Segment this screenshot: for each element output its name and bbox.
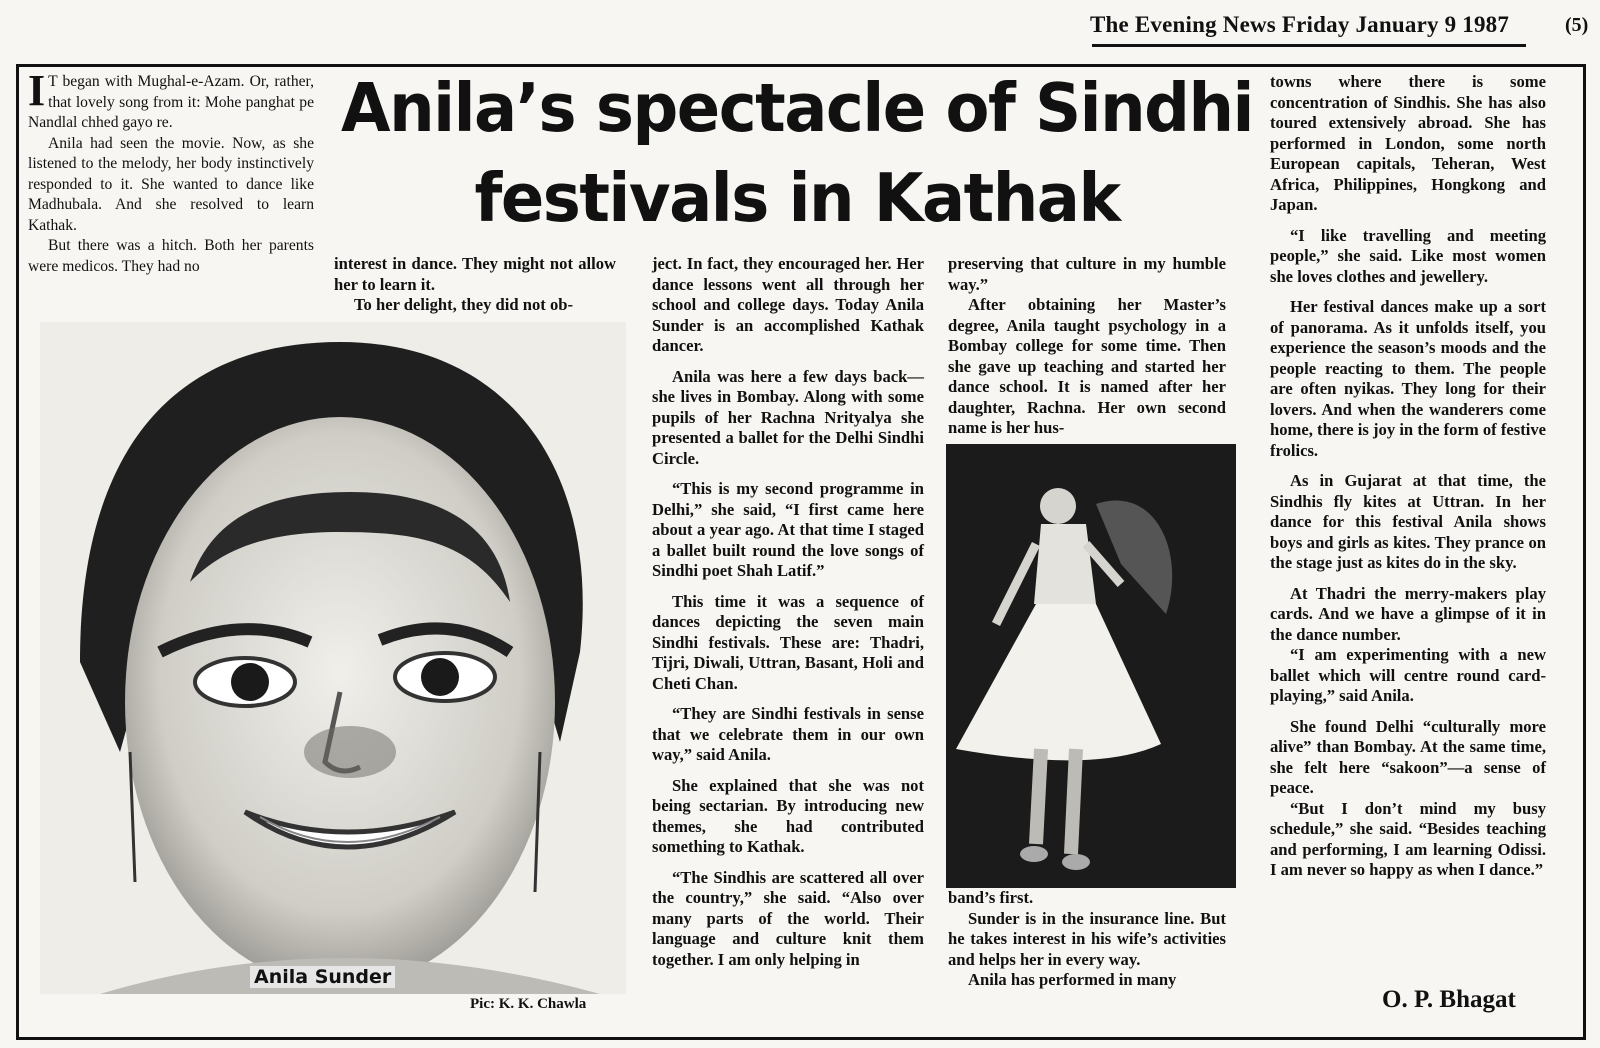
paragraph: “I am experimenting with a new ballet which will centre round card-playing,” said Anila. — [1270, 645, 1546, 705]
paragraph: As in Gujarat at that time, the Sindhis fly kites at Uttran. In her dance for this festival Anila shows boys and girls as kites. They prance on the stage just as kites do in the sky. — [1270, 471, 1546, 572]
paragraph: Anila has performed in many — [968, 970, 1177, 989]
column-1 — [28, 66, 314, 277]
page-number: (5) — [1565, 14, 1589, 36]
paragraph: Sunder is in the insurance line. But he takes interest in his wife’s activities and helps her in every way. — [948, 908, 1226, 969]
paragraph: Anila was here a few days back—she lives in Bombay. Along with some pupils of her Rachna Nrityalya she presented a ballet for the Delhi Sindhi Circle. — [652, 366, 924, 468]
paragraph: T began with Mughal-e-Azam. Or, rather, that lovely song from it: Mohe panghat pe Nandlal chhed gayo re. — [28, 73, 314, 131]
headline-line-1: Anila’s spectacle of Sindhi — [341, 70, 1253, 148]
column-4 — [948, 254, 1226, 439]
paragraph: preserving that culture in my humble way.” — [948, 254, 1226, 294]
paragraph: “I like travelling and meeting people,” she said. Like most women she loves clothes and jewellery. — [1270, 225, 1546, 286]
headline — [322, 64, 1272, 245]
paragraph: “The Sindhis are scattered all over the country,” she said. “Also over many parts of the world. Their language and culture knit them together. I am only helping in — [652, 867, 924, 969]
paragraph: She explained that she was not being sectarian. By introducing new themes, she had contributed something to Kathak. — [652, 775, 924, 856]
paragraph: But there was a hitch. Both her parents were medicos. They had no — [28, 237, 314, 275]
column-5 — [1270, 72, 1546, 881]
paragraph: This time it was a sequence of dances depicting the seven main Sindhi festivals. These are: Thadri, Tijri, Diwali, Uttran, Basant, Holi and Cheti Chan. — [652, 591, 924, 693]
drop-cap: I — [28, 66, 46, 115]
dancer-photo — [946, 444, 1236, 888]
paragraph: She found Delhi “culturally more alive” than Bombay. At the same time, she felt here “sakoon”—a sense of peace. — [1270, 716, 1546, 797]
dancer-image — [946, 444, 1236, 888]
portrait-photo — [40, 322, 626, 994]
paragraph: Anila had seen the movie. Now, as she listened to the melody, her body instinctively responded to it. She wanted to dance like Madhubala. And she resolved to learn Kathak. — [28, 134, 314, 234]
photo-credit: Pic: K. K. Chawla — [470, 996, 587, 1012]
paragraph: To her delight, they did not ob- — [354, 295, 573, 314]
paragraph: At Thadri the merry-makers play cards. And we have a glimpse of it in the dance number. — [1270, 583, 1546, 644]
photo-caption: Anila Sunder — [250, 966, 395, 988]
byline: O. P. Bhagat — [1382, 986, 1516, 1013]
paragraph: ject. In fact, they encouraged her. Her dance lessons went all through her school and college days. Today Anila Sunder is an accomplished Kathak dancer. — [652, 254, 924, 355]
paragraph: “This is my second programme in Delhi,” she said, “I first came here about a year ago. At that time I staged a ballet built round the love songs of Sindhi poet Shah Latif.” — [652, 479, 924, 580]
paragraph: Her festival dances make up a sort of panorama. As it unfolds itself, you experience the season’s moods and the people reacting to them. The people are often nyikas. They long for their lovers. And when the wanderers come home, there is joy in the form of festive frolics. — [1270, 297, 1546, 460]
headline-line-2: festivals in Kathak — [474, 160, 1120, 238]
paragraph: band’s first. — [948, 888, 1034, 907]
masthead-rule — [1092, 44, 1526, 47]
paragraph: After obtaining her Master’s degree, Anila taught psychology in a Bombay college for some time. Then she gave up teaching and started her dance school. It is named after her daughter, Rachna. Her own second name is her hus- — [948, 295, 1226, 437]
masthead-title: The Evening News Friday January 9 1987 — [1090, 12, 1510, 37]
paragraph: towns where there is some concentration of Sindhis. She has also toured extensively abroad. She has performed in London, some north European capitals, Teheran, West Africa, Philippines, Hongkong and Japan. — [1270, 72, 1546, 214]
paragraph: “They are Sindhi festivals in sense that we celebrate them in our own way,” said Anila. — [652, 704, 924, 764]
column-2 — [334, 254, 616, 316]
portrait-image — [40, 322, 626, 994]
paragraph: interest in dance. They might not allow her to learn it. — [334, 254, 616, 294]
column-3 — [652, 254, 924, 970]
column-4-continued — [948, 888, 1226, 991]
paragraph: “But I don’t mind my busy schedule,” she said. “Besides teaching and performing, I am learning Odissi. I am never so happy as when I dance.” — [1270, 798, 1546, 879]
